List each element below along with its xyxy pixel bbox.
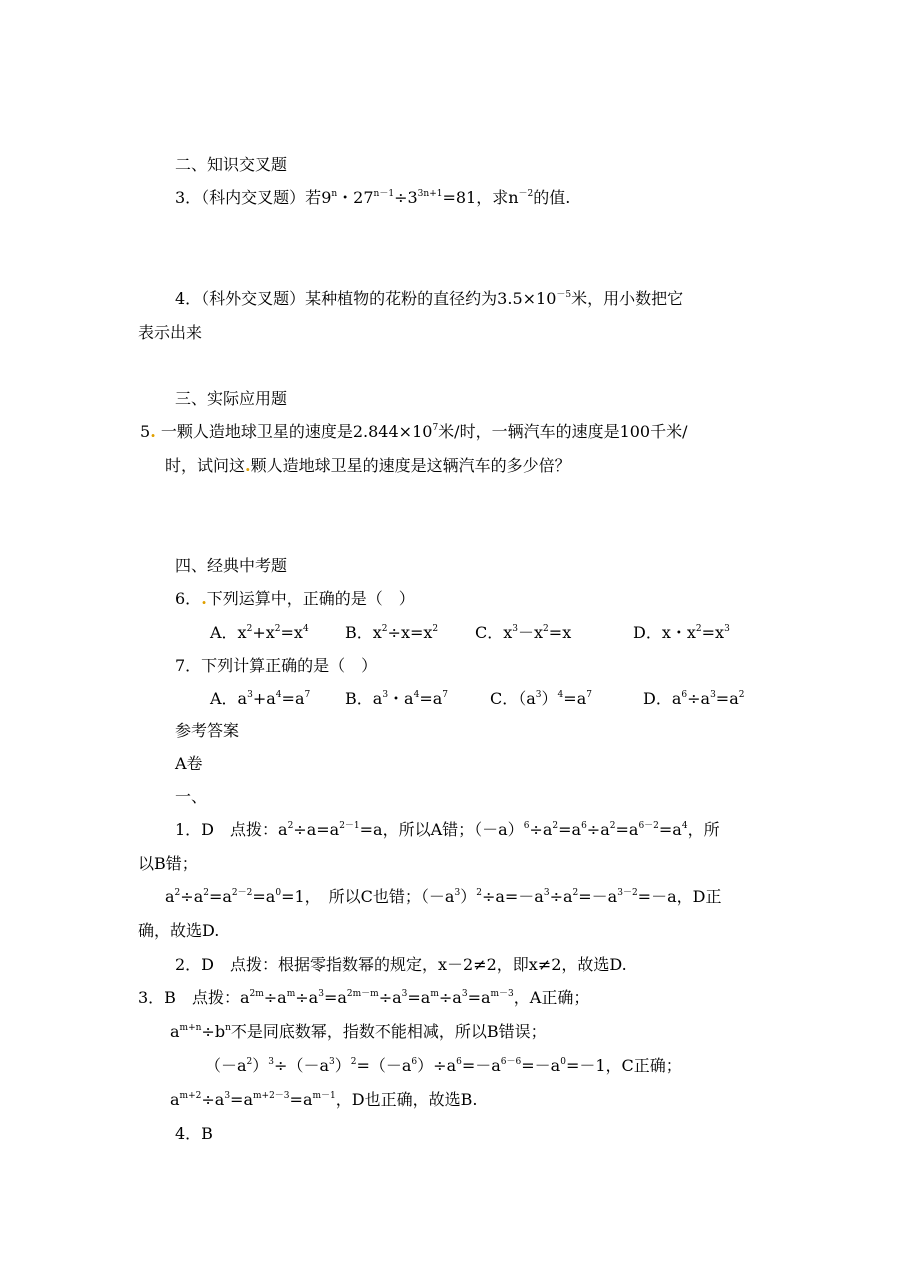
- question-5-line2: 时，试问这.颗人造地球卫星的速度是这辆汽车的多少倍？: [165, 456, 571, 475]
- answer-1-line1: 1．D 点拨：$a^2\div a=a^{2-1}=a$，所以A错；$(-a)^6\div a^2=a^6\div a^2=a^{6-2}=a^4$，所: [175, 820, 720, 839]
- question-7-option-a: A．$a^3+a^4=a^7$: [210, 689, 311, 708]
- question-3: 3．（科内交叉题）若9$^n$・$27^{n-1}\div 3^{3n+1}=81$，求$n^{-2}$的值.: [175, 188, 571, 207]
- answer-3-line2: $a^{m+n}\div b^n$不是同底数幂，指数不能相减，所以B错误；: [170, 1022, 547, 1041]
- answer-3-line1: 3．B 点拨：$a^{2m}\div a^m\div a^3=a^{2m-m}\div a^3=a^m\div a^3=a^{m-3}$，A正确；: [138, 988, 590, 1007]
- answer-1-line3: $a^2\div a^2=a^{2-2}=a^0=1$， 所以C也错；$(-a^3)^2\div a=-a^3\div a^2=-a^{3-2}=-a$，D正: [165, 887, 722, 906]
- section-heading: 三、实际应用题: [175, 389, 288, 408]
- question-5-line1: 5. 一颗人造地球卫星的速度是$2.844\times 10^7$米/时，一辆汽车的速度是100千米/: [140, 422, 688, 441]
- question-6-option-b: B．$x^2\div x=x^2$: [345, 623, 439, 642]
- answer-4: 4．B: [175, 1124, 213, 1143]
- answer-2: 2．D 点拨：根据零指数幂的规定，x－2≠2，即x≠2，故选D.: [175, 955, 627, 974]
- question-4-line1: 4．（科外交叉题）某种植物的花粉的直径约为$3.5\times 10^{-5}$米，用小数把它: [175, 289, 684, 308]
- question-7-option-c: C．$(a^3)^4=a^7$: [490, 689, 592, 708]
- question-6-option-c: C．$x^3-x^2=x$: [475, 623, 572, 642]
- question-7-option-d: D．$a^6\div a^3=a^2$: [643, 689, 745, 708]
- answers-part: 一、: [175, 787, 208, 806]
- question-7-option-b: B．$a^3$・$a^4=a^7$: [345, 689, 449, 708]
- question-7-stem: 7．下列计算正确的是（ ）: [175, 656, 378, 675]
- answer-1-line2: 以B错；: [138, 854, 198, 873]
- section-heading: 二、知识交叉题: [175, 155, 288, 174]
- answers-volume: A卷: [175, 754, 203, 773]
- question-6-option-d: D．x・$x^2=x^3$: [633, 623, 730, 642]
- question-6-stem: 6．.下列运算中，正确的是（ ）: [175, 589, 415, 608]
- answer-3-line3: $(-a^2)^3\div(-a^3)^2=(-a^6)\div a^6=-a^{6-6}=-a^0=-1$，C正确；: [205, 1056, 682, 1075]
- answers-heading: 参考答案: [175, 721, 240, 740]
- section-heading: 四、经典中考题: [175, 556, 288, 575]
- question-6-option-a: A．$x^2+x^2=x^4$: [210, 623, 309, 642]
- question-4-line2: 表示出来: [138, 323, 203, 342]
- answer-1-line4: 确，故选D.: [138, 921, 220, 940]
- answer-3-line4: $a^{m+2}\div a^3=a^{m+2-3}=a^{m-1}$，D也正确，故选B.: [170, 1090, 478, 1109]
